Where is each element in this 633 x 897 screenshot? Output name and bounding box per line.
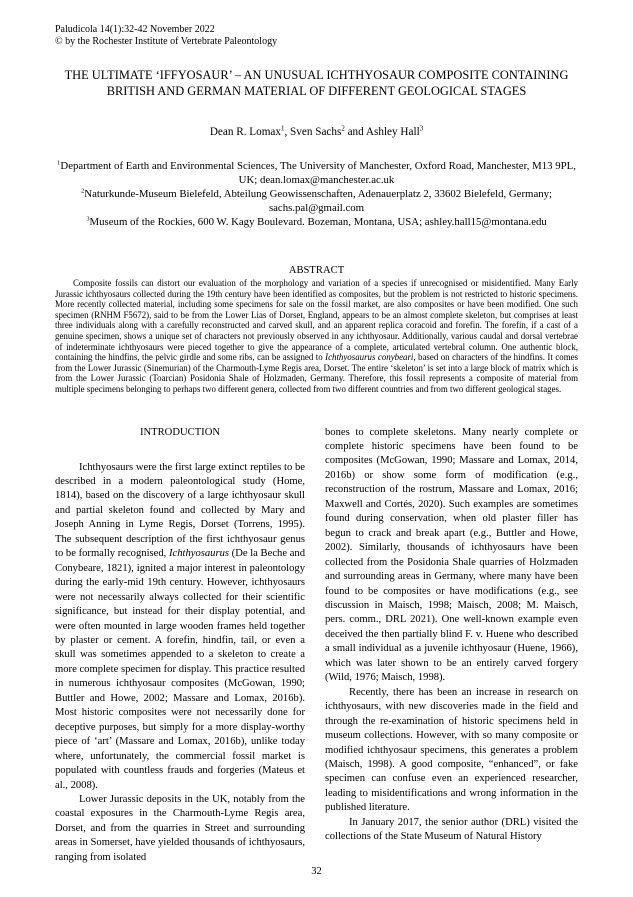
page-number: 32 [311, 866, 322, 877]
running-head [55, 24, 578, 47]
body-paragraph: Ichthyosaurs were the first large extinct reptiles to be described in a modern paleontological study (Home, 1814), based on the discovery of a large ichthyosaur skull and partial skeleton found and collected by Mary and Joseph Anning in Lyme Regis, Dorset (Torrens, 1995). The subsequent description of the first ichthyosaur genus to be formally recognised, Ichthyosaurus (De la Beche and Conybeare, 1821), ignited a major interest in paleontology during the early-mid 19th century. However, ichthyosaurs were not necessarily always collected for their scientific significance, but instead for their display potential, and were often mounted in large wooden frames held together by plaster or cement. A forefin, hindfin, tail, or even a skull was sometimes appended to a skeleton to create a more complete specimen for display. This practice resulted in numerous ichthyosaur composites (McGowan, 1990; Buttler and Howe, 2002; Massare and Lomax, 2016b). Most historic composites were not necessarily done for deceptive purposes, but simply for a more display-worthy piece of ‘art’ (Massare and Lomax, 2016b), unlike today where, unfortunately, the commercial fossil market is populated with countless frauds and forgeries (Mateus et al., 2008). [55, 461, 305, 791]
body-paragraph: Lower Jurassic deposits in the UK, notably from the coastal exposures in the Charmouth-Lyme Regis area, Dorset, and from the quarries in Street and surrounding areas in Somerset, have yielded thousands of ichthyosaurs, ranging from isolated [55, 793, 305, 863]
author-line: Dean R. Lomax$^1$, Sven Sachs$^2$ and Ashley Hall$^3$ [209, 124, 424, 138]
body-paragraph: In January 2017, the senior author (DRL) visited the collections of the State Museum of Natural History [325, 816, 578, 843]
abstract-text: Composite fossils can distort our evaluation of the morphology and variation of a species if unrecognised or misidentified. Many Early Jurassic ichthyosaurs collected during the 19th century have been identified as composites, but the problem is not restricted to historic specimens. More recently collected material, including some specimens for sale on the fossil market, are also composites or have been modified. One such specimen (RNHM F5672), said to be from the Lower Lias of Dorset, England, appears to be an almost complete skeleton, but comprises at least three individuals along with a carefully reconstructed and carved skull, and an apparent replica coracoid and forefin. The forefin, if a cast of a genuine specimen, shows a unique set of characters not previously observed in any ichthyosaur. Additionally, various caudal and dorsal vertebrae of indeterminate ichthyosaurs were pieced together to give the appearance of a complete, articulated vertebral column. One authentic block, containing the hindfins, the pelvic girdle and some ribs, can be assigned to Ichthyosaurus conybeari, based on characters of the hindfins. It comes from the Lower Jurassic (Sinemurian) of the Charmouth-Lyme Regis area, Dorset. The entire ‘skeleton’ is set into a large block of matrix which is from the Lower Jurassic (Toarcian) Posidonia Shale of Holzmaden, Germany. Therefore, this fossil represents a composite of material from multiple specimens belonging to perhaps two different genera, collected from two different countries and from two different geological stages. [55, 278, 578, 394]
left-column [55, 426, 305, 866]
journal-citation-line: Paludicola 14(1):32-42 November 2022 [55, 24, 215, 35]
affiliations-block [55, 159, 578, 229]
journal-copyright-line: © by the Rochester Institute of Vertebrate Paleontology [55, 35, 278, 47]
affiliation-2: $^2$Naturkunde-Museum Bielefeld, Abteilung Geowissenschaften, Adenauerplatz 2, 33602 Bielefeld, Germany; sachs.pal@gmail.com [80, 187, 553, 214]
abstract-heading: ABSTRACT [288, 265, 345, 276]
body-paragraph: Recently, there has been an increase in research on ichthyosaurs, with new discoveries made in the field and through the re-examination of historic specimens held in museum collections. However, with so many composite or modified ichthyosaur specimens, this generates a problem (Maisch, 1998). A good composite, “enhanced”, or fake specimen can confuse even an experienced researcher, leading to misidentifications and wrong information in the published literature. [325, 686, 578, 814]
article-title: THE ULTIMATE ‘IFFYOSAUR’ – AN UNUSUAL ICHTHYOSAUR COMPOSITE CONTAINING BRITISH AND GERMAN MATERIAL OF DIFFERENT GEOLOGICAL STAGES [64, 68, 569, 98]
affiliation-3: $^3$Museum of the Rockies, 600 W. Kagy Boulevard. Bozeman, Montana, USA; ashley.hall15@montana.edu [86, 215, 547, 228]
two-column-body [55, 426, 578, 866]
affiliation-1: $^1$Department of Earth and Environmental Sciences, The University of Manchester, Oxford Road, Manchester, M13 9PL, UK; dean.lomax@manchester.ac.uk [57, 159, 576, 186]
right-column [325, 426, 578, 866]
introduction-heading: INTRODUCTION [139, 426, 221, 438]
body-paragraph: bones to complete skeletons. Many nearly complete or complete historic specimens have been found to be composites (McGowan, 1990; Massare and Lomax, 2014, 2016b) or show some form of modification (e.g., reconstruction of the rostrum, Massare and Lomax, 2016; Maxwell and Cortés, 2020). Such examples are sometimes found during conservation, when old plaster filler has begun to crack and break apart (e.g., Buttler and Howe, 2002). Similarly, thousands of ichthyosaurs have been collected from the Posidonia Shale quarries of Holzmaden and surrounding areas in Germany, where many have been found to be composites or have modifications (e.g., see discussion in Maisch, 1998; Maisch, 2008; M. Maisch, pers. comm., DRL 2021). One well-known example even deceived the then partially blind F. v. Huene who described a small individual as a juvenile ichthyosaur (Huene, 1966), which was later shown to be an entirely carved forgery (Wild, 1976; Maisch, 1998). [325, 426, 578, 684]
